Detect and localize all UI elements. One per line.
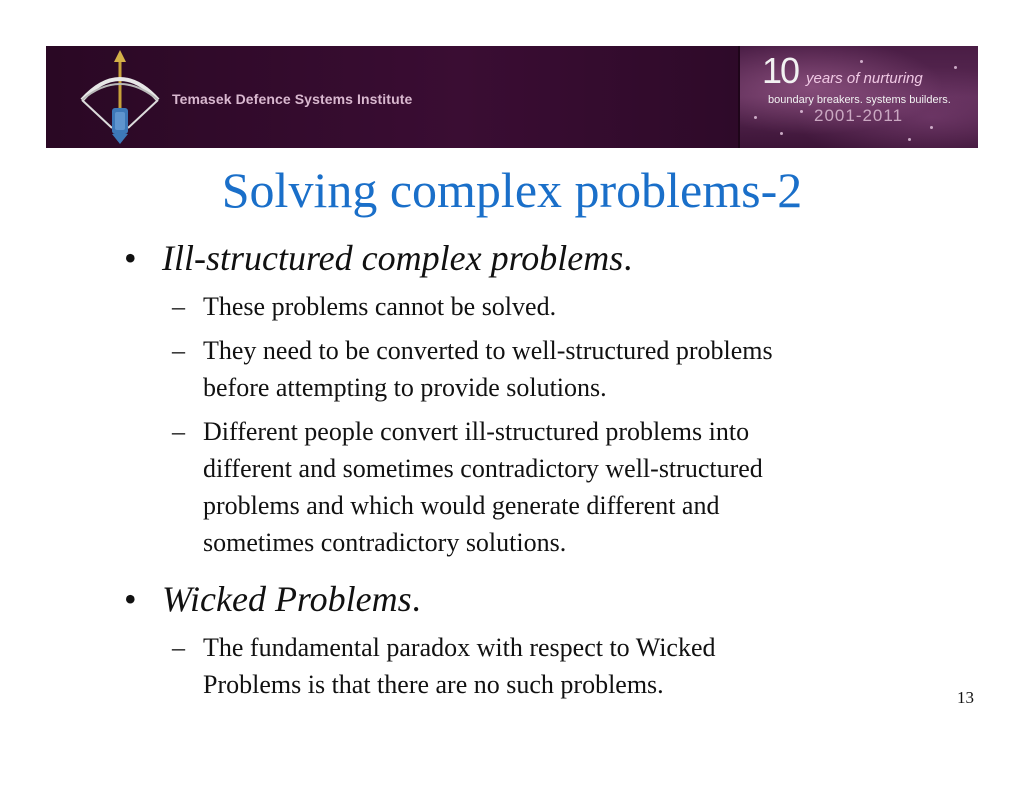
dash-marker: –	[172, 417, 185, 446]
sub-bullet-line: sometimes contradictory solutions.	[203, 528, 567, 557]
sparkle	[800, 110, 803, 113]
banner-left-panel	[46, 46, 738, 148]
sub-bullet-line: before attempting to provide solutions.	[203, 373, 607, 402]
sub-bullet	[122, 413, 922, 561]
sub-bullet	[122, 629, 922, 703]
anniversary-number: 10	[762, 50, 799, 91]
sub-bullet	[122, 332, 922, 406]
slide-title: Solving complex problems-2	[221, 162, 803, 218]
sparkle	[954, 66, 957, 69]
page-number: 13	[957, 688, 974, 707]
bullet-dot: •	[124, 238, 137, 278]
anniversary-panel	[738, 46, 978, 148]
anniversary-years: 2001-2011	[814, 106, 904, 125]
bullet-dot: •	[124, 579, 137, 619]
sub-bullet-line: Different people convert ill-structured problems into	[203, 417, 750, 446]
sparkle	[780, 132, 783, 135]
sub-bullet-line: different and sometimes contradictory well-structured	[203, 454, 763, 483]
sparkle	[860, 60, 863, 63]
sparkle	[908, 138, 911, 141]
bullet-heading: Ill-structured complex problems	[162, 238, 624, 278]
sub-bullet	[122, 288, 922, 325]
bullet-wicked	[122, 575, 922, 623]
bullet-terminator: .	[623, 238, 633, 278]
dash-marker: –	[172, 292, 185, 321]
bullet-terminator: .	[411, 579, 421, 619]
anniversary-tagline: years of nurturing	[806, 70, 923, 87]
sub-bullet-line: These problems cannot be solved.	[203, 292, 557, 321]
sub-bullet-line: The fundamental paradox with respect to Wicked	[203, 633, 716, 662]
header-banner	[46, 46, 978, 148]
dash-marker: –	[172, 336, 185, 365]
sub-bullet-list	[122, 629, 922, 703]
slide-content	[122, 234, 922, 710]
sparkle	[754, 116, 757, 119]
sub-bullet-line: They need to be converted to well-structured problems	[203, 336, 773, 365]
sub-bullet-line: problems and which would generate different and	[203, 491, 720, 520]
bullet-group-wicked	[122, 575, 922, 703]
anniversary-subtitle: boundary breakers. systems builders.	[768, 94, 951, 106]
sparkle	[930, 126, 933, 129]
sub-bullet-line: Problems is that there are no such problems.	[203, 670, 664, 699]
bullet-heading: Wicked Problems	[162, 579, 412, 619]
bullet-group-ill-structured	[122, 234, 922, 561]
bow-and-arrow-logo-icon	[74, 50, 166, 146]
sub-bullet-list	[122, 288, 922, 561]
org-name: Temasek Defence Systems Institute	[172, 91, 413, 107]
dash-marker: –	[172, 633, 185, 662]
bullet-ill-structured	[122, 234, 922, 282]
